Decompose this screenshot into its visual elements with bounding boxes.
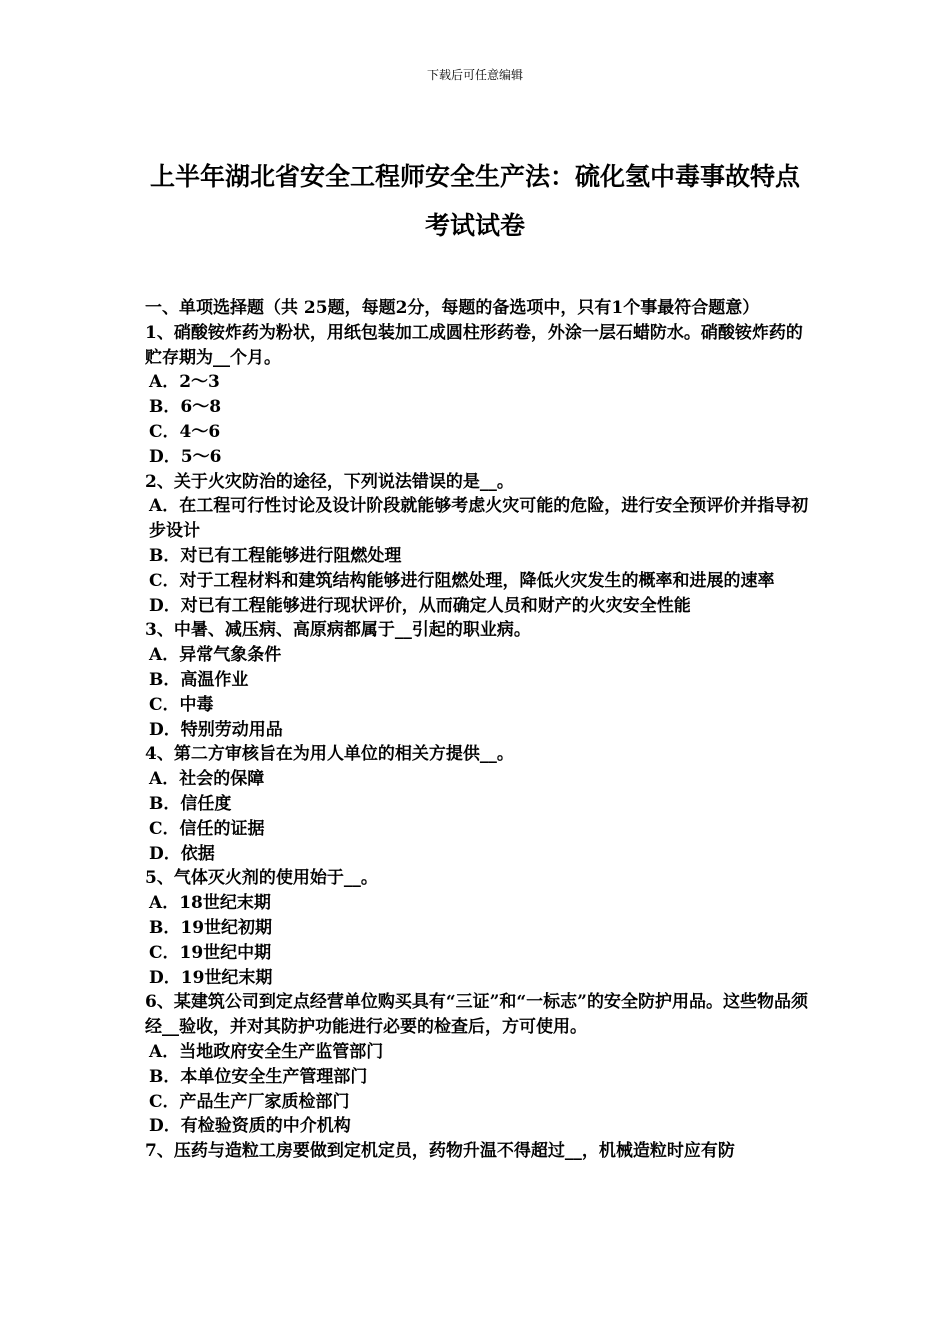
- question-stem: 7、压药与造粒工房要做到定机定员，药物升温不得超过__，机械造粒时应有防: [145, 1141, 735, 1162]
- option-a: A．社会的保障: [149, 769, 265, 790]
- option-a: A．18世纪末期: [149, 893, 271, 914]
- option-a: A．2～3: [149, 372, 220, 393]
- option-a: A．在工程可行性讨论及设计阶段就能够考虑火灾可能的危险，进行安全预评价并指导初步设计: [149, 496, 809, 542]
- option-d: D．5～6: [149, 446, 222, 467]
- option-b: B．高温作业: [149, 669, 249, 690]
- option-b: B．对已有工程能够进行阻燃处理: [149, 545, 402, 566]
- option-d: D．19世纪末期: [149, 967, 273, 988]
- option-b: B．本单位安全生产管理部门: [149, 1066, 368, 1087]
- option-b: B．6～8: [149, 397, 222, 418]
- option-c: C．19世纪中期: [149, 942, 272, 963]
- option-d: D．有检验资质的中介机构: [149, 1116, 351, 1137]
- option-a: A．异常气象条件: [149, 645, 282, 666]
- page-title: 上半年湖北省安全工程师安全生产法：硫化氢中毒事故特点考试试卷: [149, 162, 800, 240]
- option-c: C．信任的证据: [149, 818, 265, 839]
- option-b: B．信任度: [149, 793, 232, 814]
- question-7: [145, 1139, 810, 1164]
- question-stem: 5、气体灭火剂的使用始于__。: [145, 868, 378, 889]
- option-d: D．依据: [149, 843, 215, 864]
- question-stem: 6、某建筑公司到定点经营单位购买具有“三证”和“一标志”的安全防护用品。这些物品须经__验收，并对其防护功能进行必要的检查后，方可使用。: [145, 992, 808, 1038]
- page-header: 下载后可任意编辑: [426, 68, 523, 82]
- option-c: C．中毒: [149, 694, 214, 715]
- option-c: C．4～6: [149, 421, 221, 442]
- question-stem: 3、中暑、减压病、高原病都属于__引起的职业病。: [145, 620, 531, 641]
- option-c: C．对于工程材料和建筑结构能够进行阻燃处理，降低火灾发生的概率和进展的速率: [149, 570, 775, 591]
- option-b: B．19世纪初期: [149, 917, 273, 938]
- question-stem: 2、关于火灾防治的途径，下列说法错误的是__。: [145, 471, 514, 492]
- question-3: [145, 618, 810, 742]
- question-stem: 4、第二方审核旨在为用人单位的相关方提供__。: [145, 744, 514, 765]
- question-stem: 1、硝酸铵炸药为粉状，用纸包装加工成圆柱形药卷，外涂一层石蜡防水。硝酸铵炸药的贮存期为__个月。: [145, 322, 803, 368]
- option-d: D．对已有工程能够进行现状评价，从而确定人员和财产的火灾安全性能: [149, 595, 691, 616]
- question-1: [145, 321, 810, 470]
- option-a: A．当地政府安全生产监管部门: [149, 1041, 384, 1062]
- question-6: [145, 990, 810, 1139]
- option-c: C．产品生产厂家质检部门: [149, 1091, 350, 1112]
- question-5: [145, 866, 810, 990]
- exam-content: [145, 296, 810, 1164]
- option-d: D．特别劳动用品: [149, 719, 283, 740]
- question-2: [145, 470, 810, 619]
- question-4: [145, 742, 810, 866]
- section-heading: 一、单项选择题（共 25题，每题2分，每题的备选项中，只有1个事最符合题意）: [145, 298, 760, 318]
